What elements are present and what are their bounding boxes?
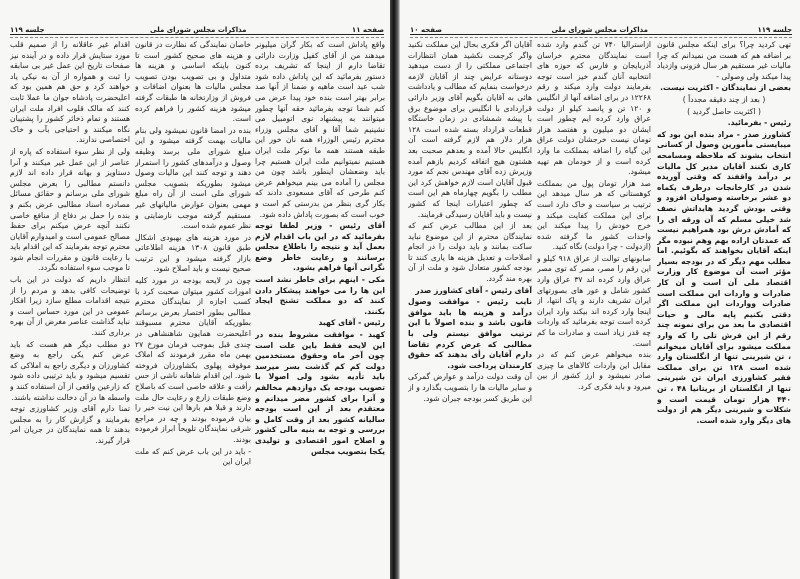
paragraph: بعد از این مطالب عرض کنم که نمایندگان محترم از این موضوع نباید ساکت بمانند و باید دولت را در انجام اصلاحات و تعدیل هزینه ها یاری کنند تا بودجه کشور متعادل شود و ملت از آن بهره مند گردد. <box>408 221 532 284</box>
paragraph: رئیس - بفرمائید. <box>727 118 791 128</box>
header-divider <box>410 37 792 38</box>
paragraph: ( بعد از چند دقیقه مجدداً ) <box>682 94 766 104</box>
paragraph: واقع پاداش است که بکار گران میلیونر میدهند من از آقای کفیل وزارت دارائی تقاضا دارم از اینجا که تشریف برده دستور بفرمائید که این پاداش داده شود شب عید است ماهیه و ضمنا از آنها صد برابر بهتر است بنده خود پیدا عرض می کنم شما توجه بفرمائید حقه آنها چطور میتوانند به پیشنهاد نوی اتومبیل می نشینیم شما آقا و آقای مجلس وزراء محترم رئیس الوزراء همه نان خور این طبقه هستند همه ما نوکر ملت ایران هستیم نمیتوانیم ملت ایران هستیم چرا باید وضعشان اینطور باشد چون من مجلس را آماده می بینم میخواهم عرض کنم طرحی که آقای مسعودی دادند که بکار گری بنظر من بدرستی کم است و خوب است که بصورت پاداش داده شود. <box>255 40 385 219</box>
paragraph: ازاسترالیا ۷۴۰ تن گندم وارد شده است نمایندگان محترم خراسان آذربایجان و فارس که حوزه های انتخابیه آنان گندم خیز است توجه بفرمایند دولت وارد میکند و رقم ۱۲۲۶۸ در برای اضافه آنها از انگلیس و ۱۲۰ تن و پانصد کیلو از دولت عراق وارد کرده ایم چطور است ایشان دو میلیون و هفتصد هزار تومان نیست خرجشان دولت عراق این گیاه را اضافه بمملکت ما وارد کرده است و از خودمان هم تهیه میشود. <box>537 40 651 177</box>
paragraph: اقدام غیر عاقلانه را از صمیم قلب مورد ستایش قرار داده و در آینده نیز صفحات تاریخ این عمل غیر بی سابقه را ثبت و همواره از آن به نیکی یاد خواهند کرد و حق هم همین بود که اعلیحضرت پادشاه جوان ما عملا ثابت کنند که مالک قلوب افراد ملت ایران هستند و تمام ذخائر کشور را پشتیبان نگاه میکنند و احتیاجی بآب و خاک اختصاصی ندارند. <box>10 40 130 145</box>
paragraph: بنده میخواهم عرض کنم که در مقابل این واردات کالاهای ما چیزی صادر نمیشود و ارز کشور از بین میرود و باید فکری کرد. <box>537 350 651 391</box>
text-column <box>408 40 532 572</box>
paragraph: صد هزار تومان پول من بمملکت کوهستانی که هر سال میدهد این ترتیب بر سیاست و خاک دارد است برای این مملکت کفایت میکند و خرج خودش را پیدا میکند این واحدات کشور ما گرفته شده (ازدولت - چرا دولت) نگاه کنید. <box>537 178 651 252</box>
paragraph: دو مطلب دیگر هم هست که باید عرض کنم یکی راجع به وضع کشاورزان و دیگری راجع به املاکی که تقسیم میشود و باید ترتیبی داده شود که زارعین واقعی از آن استفاده کنند و واسطه ها در آن دخالت نداشته باشند. <box>10 339 130 402</box>
page-number: صفحه ۱۱ <box>351 26 384 34</box>
paragraph: در مورد هزینه های بهبودی اشکال طبق قانون ۱۳۰۸ هزینه اطلاعاتی بازار گرفته میشود و این ترتیب صحیح نیست و باید اصلاح شود. <box>135 232 251 274</box>
paragraph: آقایان اگر فکری بحال این مملکت نکنید واگر کرجمت نکشید همان انتظارات اجتماعی مملکتی را از دست میدهید دوستانه عرایض چند از آقایان لازمه درخواست بنمایم که مطالب و یادداشت هائی به آقایان بگویم آقای وزیر دارائی قراردادی با انگلیس برای موضوع برق با پیشه شمشادی در زمان خاستگاه قطعات قرارداد بسته شده است ۱۲۸ هزار دلار هم لازم گرفته است آن انگلیس حالا آمده و بعدهم صحبت بعد هشتون هیچ اتفاقه کردیم بازهم آمده وزیرش زده آقای مهندس نجم که مورد قبول آقایان است لازم خواهش کرد این مطلب را بگویم چهارماه هم این است که چطور اعتبارات اینجا که کشور نیست و باید آقایان رسیدگی فرمایند. <box>408 40 532 219</box>
session-number: جلسه ۱۱۹ <box>757 26 792 34</box>
paragraph: ولی از نظر سوء استفاده که پاره از عناصر از این عمل غیر میکنند و آنرا دستاویز و بهانه قرار داده اند لازم دانستم مطالبی را بعرض مجلس شورای ملی برسانم و حقائق مسائل مصادره اسناد مطالبی عرض بکنم و بنده را حمل بر دفاع از منافع خاصی نکنند آنچه عرض میکنم برای حفظ مصالح عمومی است و امیدوارم آقایان محترم توجه بفرمایند که این اقدام باید با رعایت قانون و مقررات انجام شود تا موجب سوء استفاده نگردد. <box>10 146 130 273</box>
paragraph: آقای رئیس - آقای کشاورز صدر <box>415 285 532 295</box>
paragraph: نایب رئیس - موافقت وصول درآمد و هزینه ها باید موافق قانون باشد و بنده اصولاً با این ترتیب موافق نیستم ولی با مطالبی که عرض کردم تقاضا دارم آقایان رأی بدهند که حقوق کارمندان پرداخت شود. <box>408 297 532 370</box>
paragraph: تهی کردید چرا؟ برای اینکه مجلس قانون بر اضافه هم که هست من نمیدانم که چرا مالیات غیر مستقیم هر سال فزونی وازدیاد پیدا میکند ولی وصولی - <box>657 40 791 81</box>
paragraph: چون در لایحه بودجه در مورد کلیه امورات کشور میتوان صحبت کرد با کسب اجازه از نمایندگان محترم مطالبی بطور اختصار بعرض برسانم بطوریکه آقایان محترم مسبوقند اعلیحضرت همایون شاهنشاهی در چندی قبل بموجب فرمان مورخ ۲۷ بهمن ماه مقرر فرمودند که املاک موقوفه پهلوی بکشاورزان فروخته شود. این اقدام شاهانه ناشی از حس رأفت و علاقه خاصی است که باصلاح وضع طبقات زارع و رعایت حال ملت دارند و قبلا هم بارها این نیت خیر را بیان فرموده بودند و چه در مراجع شرقی نمایندگان تلویحاً ابراز فرموده بودند. <box>135 276 251 444</box>
text-column <box>10 40 130 572</box>
header-rule <box>10 34 384 35</box>
left-page <box>0 0 392 579</box>
paragraph: آقای رئیس - وزیر لطفا توجه بفرمائید که در این باب اقدام لازم بعمل آید و نتیجه را باطلاع مجلس برسانند و رعایت خاطر وضع نگرانی آنها فراهم بشود. <box>255 221 385 273</box>
paragraph: صابونهای توالت از عراق ۹۱۸ کیلو و این رقم را مصر، مصر که توی مصر عراق وارد کرده اند ۳۷ عراق وارد کشور شامل و عور های بصورتهای ایران تشریف دارند و پاک انتها، از اینجا وارد کرده اند بیکند وارد ایران کرده است توجه بفرمائید که واردات چه قدر زیاد است و صادرات ما کم است. <box>537 253 651 348</box>
paragraph: کشاورز صدر - مراد بنده این بود که میبایستی مأمورین وصول از کسانی انتخاب بشوند که ملاحظه ومسامحه کاری نکنند آقایان مدیر کل مالیات بر درآمد واقفند که وقتی آوریده شدن در کارخانجات درطرف یکماه دو عشر برخاسته وصولیان افزود و وقتی بودش گردید هایداتش نصف شد خیلی مسلم که آن ورقه ای را که آمادش درش بود همراهیم نیست که عمدتان اراده بهم وهم نبوده مگر اینکه آقایان بخواهند که بگوئیم. اما مطلب مهم دیگر که در بودجه بسیار مؤثر است آن موضوع کار وزارت اقتصاد ملی آن است و آن کار صادرات و واردات این مملکت است صادرات وواردات این مملکت اگر دقتی بکنیم پایه مالی و حیات اقتصادی ما بعد من برای نمونه چند رقم از این فرش تلی را که وارد مملکت میشود برای آقایان میخوانم ، تن شیرینی تنها از انگلستان وارد شده است ۱۲۸ تن برای مملکت فقیر کشاورزی ایران تن شیرینی تنها از انگلستان از بریتانیا ۴۸ ، تن ۴۴۰ هزار تومان قیمت است و شکلات و شیرینی دیگر هم از دولت های دیگر وارد شده است. <box>657 129 791 425</box>
paragraph: رئیس - آقای کهبد <box>318 318 385 328</box>
text-column <box>657 40 791 572</box>
text-column <box>537 40 651 572</box>
publication-title: مذاکرات مجلس شورای ملی <box>551 26 648 34</box>
paragraph: مکی - اینهم برای خاطر نشد است این ها را می خواهند پیشکار دادن کنند که دو مملکت تشنج ایجاد بکنند. <box>255 275 385 316</box>
paragraph: - باید در این باب عرض کنم که ملت ایران این <box>135 446 251 467</box>
session-number: جلسه ۱۱۹ <box>10 26 45 34</box>
paragraph: خاصان نمایندگی که نظارت در قانون و هزینه های صحیح کشور است تا کنون باینکه اساسی و هزینه ها متداول و بی تصویب بودن تصویب مجلس مالیات ها بعنوان اضافات و فروش از وزارتخانه ها طبقات گرفته میشود هزینه کشور را فراهم کرده است. <box>135 40 251 124</box>
paragraph: انتظار داریم که دولت در این باب توضیحات کافی بدهد و مردم را از نتیجه اقدامات مطلع سازد زیرا افکار عمومی در این مورد حساس است و نباید گذاشت عناصر مغرض از آن بهره برداری کنند. <box>10 275 130 338</box>
text-column <box>135 40 251 572</box>
publication-title: مذاکرات مجلس شورای ملی <box>150 26 247 34</box>
text-column <box>255 40 385 572</box>
paragraph: بعضی از نمایندگان - اکثریت نیست. <box>660 83 791 93</box>
book-spine <box>390 0 400 579</box>
page-number: صفحه ۱۰ <box>410 26 443 34</box>
paragraph: بنده در امضا قانون نمیشود ولی بنام مالیات بهمت گرفته میشود و این مبلغ شورای ملی برسد وظیفه وصول و درآمدهای کشور را استمرار دهند و توجه کنند این مالیات وصول میشود بطوریکه بتصویب مجلس شورای ملی است از آن راه مبلغ مهمی بعنوان عوارض مالیاتهای غیر مستقیم گرفته موجب نارضایتی و نظر عموم شده است. <box>135 125 251 231</box>
paragraph: کهبد - موافقت مشروط بنده در این لایحه فقط باین علت است چون آخر ماه وحقوق مستخدمین دولت کم کم گذشت بسر میرسد باید تأدیه بشود ولی اصولا با تصویب بودجه یک دوازدهم مخالفم و آنرا برای کشور مضر میدانم و معتقدم بعد از این است بودجه سالیانه کشور بعد از وقت کامل و بررسی و توجه به بنیه مالی کشور و اصلاح امور اقتصادی و تولیدی یکجا بتصویب مجلس <box>255 330 385 456</box>
paragraph: ( اکثریت حاصل گردید ) <box>687 106 761 116</box>
right-page <box>400 0 800 579</box>
paragraph: آن وقت دولت درآمد و عوارض گمرکی و سایر مالیات ها را بتصویب بگذارد و از این طریق کسر بودجه جبران شود. <box>408 372 532 403</box>
paragraph: تمنا دارم آقای وزیر کشاورزی توجه بفرمایند و گزارش کار را به مجلس بدهند تا همه نمایندگان در جریان امر قرار گیرند. <box>10 404 130 445</box>
page-header <box>10 18 384 34</box>
page-header <box>410 18 792 34</box>
header-rule <box>410 34 792 35</box>
header-divider <box>10 37 384 38</box>
